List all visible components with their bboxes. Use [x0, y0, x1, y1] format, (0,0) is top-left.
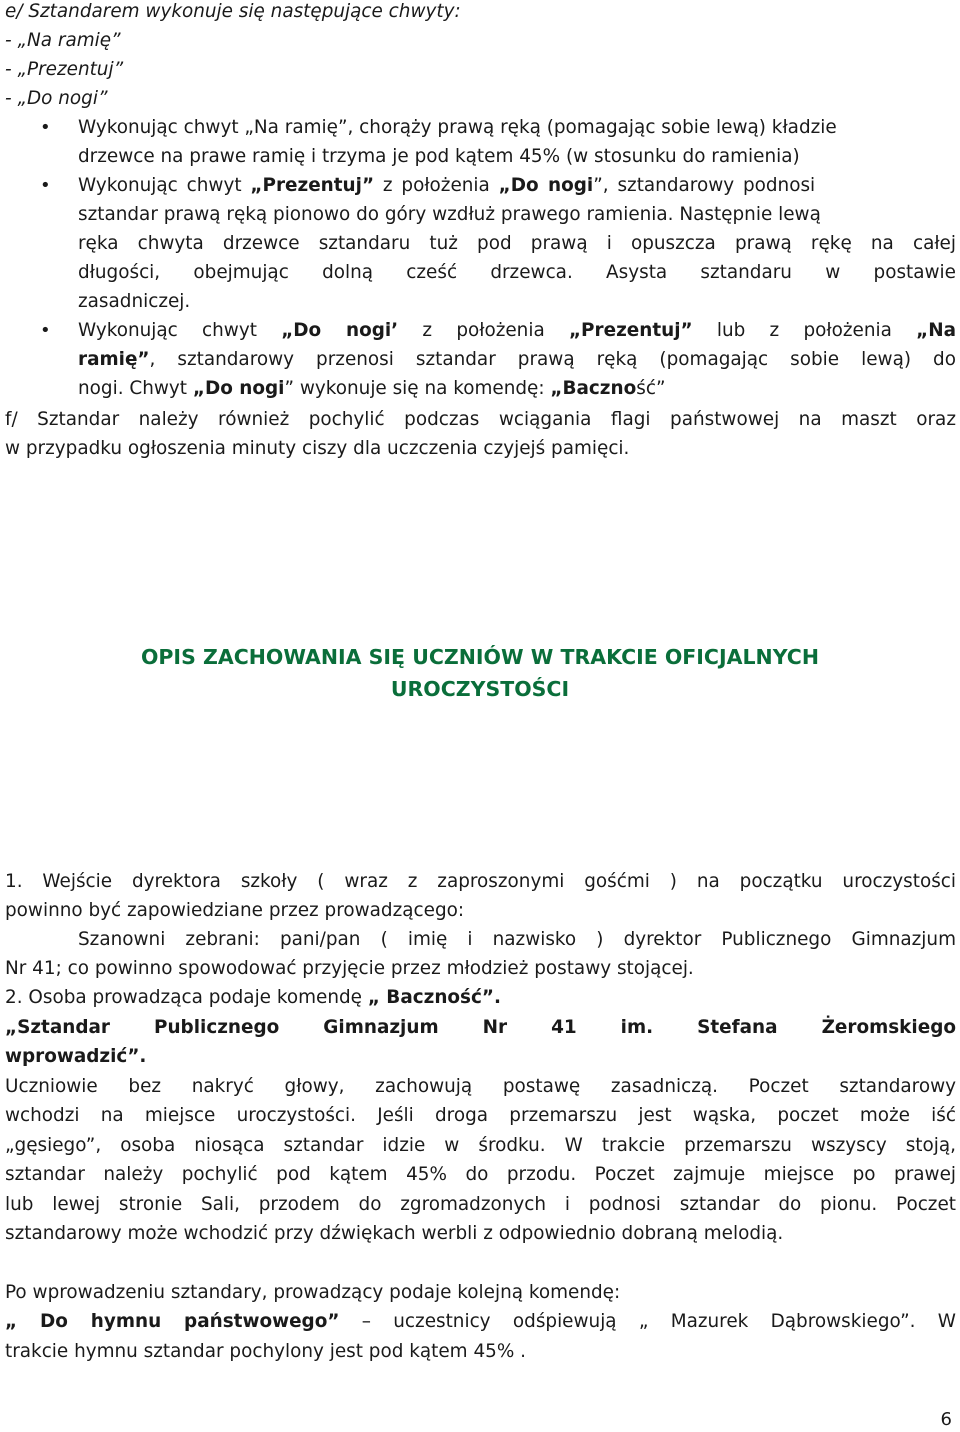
bullet-3-line-2: ramię”, sztandarowy przenosi sztandar prawą ręką (pomagając sobie lewą) do [78, 349, 956, 370]
anthem-line-2: „ Do hymnu państwowego” – uczestnicy odśpiewują „ Mazurek Dąbrowskiego”. W [5, 1311, 956, 1332]
item-2-line-8: lub lewej stronie Sali, przodem do zgromadzonych i podnosi sztandar do pionu. Poczet [5, 1194, 956, 1215]
anthem-line-3: trakcie hymnu sztandar pochylony jest pod kątem 45% . [5, 1341, 527, 1362]
bullet-icon: • [40, 117, 51, 138]
grip-item-do-nogi: - „Do nogi” [5, 88, 108, 109]
bullet-icon: • [40, 175, 51, 196]
item-2-line-4: Uczniowie bez nakryć głowy, zachowują postawę zasadniczą. Poczet sztandarowy [5, 1076, 956, 1097]
section-f-line-2: w przypadku ogłoszenia minuty ciszy dla uczczenia czyjejś pamięci. [5, 438, 630, 459]
grip-item-na-ramie: - „Na ramię” [5, 30, 121, 51]
bullet-2-line-5: zasadniczej. [78, 291, 191, 312]
bullet-1-line-1: Wykonując chwyt „Na ramię”, chorąży prawą ręką (pomagając sobie lewą) kładzie [78, 117, 837, 138]
grip-item-prezentuj: - „Prezentuj” [5, 59, 124, 80]
bullet-icon: • [40, 320, 51, 341]
item-1-line-4: Nr 41; co powinno spowodować przyjęcie przez młodzież postawy stojącej. [5, 958, 694, 979]
section-heading-line-1: OPIS ZACHOWANIA SIĘ UCZNIÓW W TRAKCIE OFICJALNYCH [140, 645, 820, 669]
bullet-2-line-4: długości, obejmując dolną cześć drzewca. Asysta sztandaru w postawie [78, 262, 956, 283]
item-1-line-3: Szanowni zebrani: pani/pan ( imię i nazwisko ) dyrektor Publicznego Gimnazjum [78, 929, 956, 950]
item-2-line-5: wchodzi na miejsce uroczystości. Jeśli droga przemarszu jest wąska, poczet może iść [5, 1105, 956, 1126]
item-1-line-1: 1. Wejście dyrektora szkoły ( wraz z zaproszonymi gośćmi ) na początku uroczystości [5, 871, 956, 892]
bullet-1-line-2: drzewce na prawe ramię i trzyma je pod kątem 45% (w stosunku do ramienia) [78, 146, 800, 167]
item-1-line-2: powinno być zapowiedziane przez prowadzącego: [5, 900, 465, 921]
bullet-2-line-1: Wykonując chwyt „Prezentuj” z położenia „Do nogi”, sztandarowy podnosi [78, 175, 816, 196]
item-2-line-1: 2. Osoba prowadząca podaje komendę „ Baczność”. [5, 987, 501, 1008]
item-2-line-7: sztandar należy pochylić pod kątem 45% do przodu. Poczet zajmuje miejsce po prawej [5, 1164, 956, 1185]
page-number: 6 [940, 1409, 952, 1430]
section-e-intro: e/ Sztandarem wykonuje się następujące chwyty: [5, 1, 461, 22]
bullet-2-line-3: ręka chwyta drzewce sztandaru tuż pod prawą i opuszcza prawą rękę na całej [78, 233, 956, 254]
section-heading-line-2: UROCZYSTOŚCI [390, 677, 570, 701]
item-2-line-2: „Sztandar Publicznego Gimnazjum Nr 41 im. Stefana Żeromskiego [5, 1017, 956, 1038]
bullet-3-line-1: Wykonując chwyt „Do nogi’ z położenia „Prezentuj” lub z położenia „Na [78, 320, 956, 341]
section-f-line-1: f/ Sztandar należy również pochylić podczas wciągania flagi państwowej na maszt oraz [5, 409, 956, 430]
bullet-2-line-2: sztandar prawą ręką pionowo do góry wzdłuż prawego ramienia. Następnie lewą [78, 204, 821, 225]
bullet-3-line-3: nogi. Chwyt „Do nogi” wykonuje się na komendę: „Baczność” [78, 378, 666, 399]
item-2-line-9: sztandarowy może wchodzić przy dźwiękach werbli z odpowiednio dobraną melodią. [5, 1223, 784, 1244]
item-2-line-6: „gęsiego”, osoba niosąca sztandar idzie w środku. W trakcie przemarszu wszyscy stoją, [5, 1135, 956, 1156]
item-2-line-3: wprowadzić”. [5, 1046, 147, 1067]
anthem-line-1: Po wprowadzeniu sztandary, prowadzący podaje kolejną komendę: [5, 1282, 621, 1303]
